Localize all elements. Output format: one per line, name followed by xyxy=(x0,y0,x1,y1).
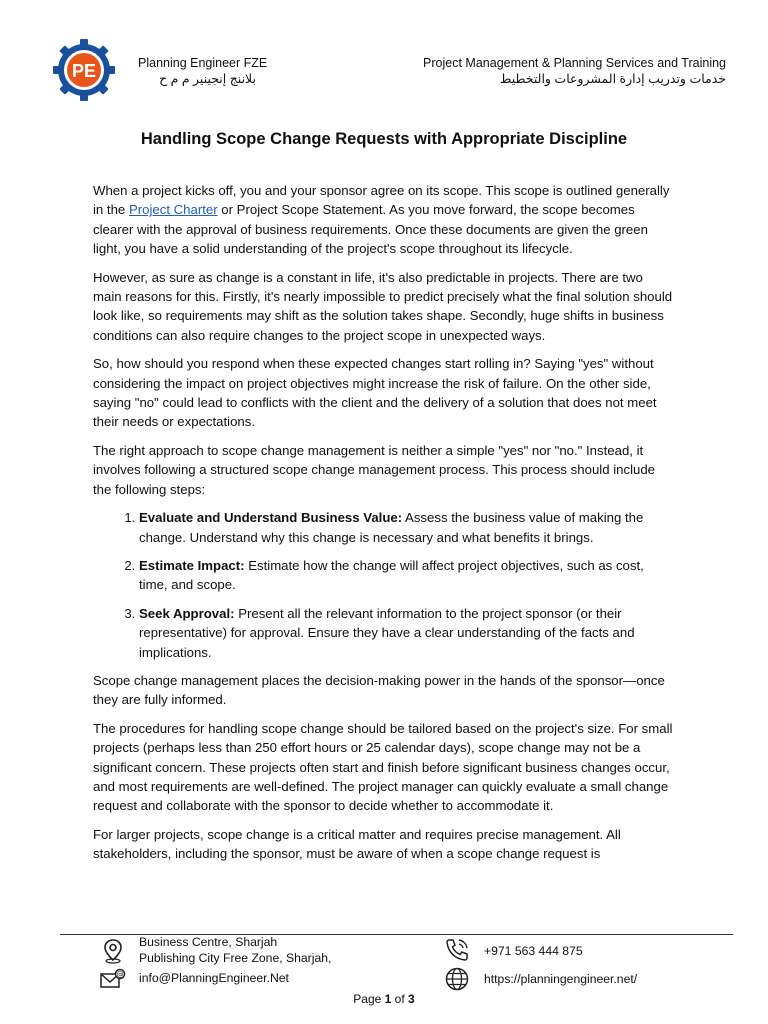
services-ar: خدمات وتدريب إدارة المشروعات والتخطيط xyxy=(499,72,726,86)
company-name-ar: بلاننج إنجينير م م ح xyxy=(159,72,256,86)
page-number: Page 1 of 3 xyxy=(353,992,415,1006)
footer-address-2: Publishing City Free Zone, Sharjah, xyxy=(139,951,332,965)
list-item: 1. Evaluate and Understand Business Value: Assess the business value of making the change. Understand why this change is necessary and what benefits it brings. xyxy=(139,508,673,547)
list-item: 2. Estimate Impact: Estimate how the change will affect project objectives, such as cost, time, and scope. xyxy=(139,556,673,595)
company-logo-icon xyxy=(52,38,116,102)
step-label: Seek Approval: xyxy=(139,605,235,621)
company-name-en: Planning Engineer FZE xyxy=(138,56,268,70)
paragraph: So, how should you respond when these expected changes start rolling in? Saying "yes" without considering the impact on project objectives might increase the risk of failure. On the other side, saying "no" could lead to conflicts with the client and the delivery of a solution that does not meet their needs or expectations. xyxy=(93,356,657,430)
paragraph: When a project kicks off, you and your sponsor agree on its scope. This scope is outlined generally in the Project Charter or Project Scope Statement. As you move forward, the scope becomes clearer with the approval of business requirements. Once these documents are given the green light, you have a solid understanding of the project's scope throughout its lifecycle. xyxy=(93,183,670,257)
company-name-block xyxy=(138,55,267,87)
services-en: Project Management & Planning Services and Training xyxy=(423,56,726,70)
email-icon xyxy=(99,968,127,990)
document-body xyxy=(93,181,673,921)
footer-phone[interactable]: +971 563 444 875 xyxy=(484,944,583,958)
footer-website[interactable]: https://planningengineer.net/ xyxy=(484,972,638,986)
paragraph: The procedures for handling scope change should be tailored based on the project's size. For small projects (perhaps less than 250 effort hours or 25 calendar days), scope change may not be a significant concern. These projects often start and finish before significant business changes occur, and most requirements are well-defined. The project manager can quickly evaluate a small change request and collaborate with the sponsor to decide whether to accommodate it. xyxy=(93,720,673,814)
footer-email[interactable]: info@PlanningEngineer.Net xyxy=(139,971,289,985)
page-header xyxy=(0,0,768,110)
globe-icon xyxy=(444,966,470,992)
location-pin-icon xyxy=(101,938,125,964)
document-title: Handling Scope Change Requests with Appropriate Discipline xyxy=(140,130,628,148)
svg-text:@: @ xyxy=(116,970,124,979)
step-label: Evaluate and Understand Business Value: xyxy=(139,510,403,526)
paragraph: However, as sure as change is a constant in life, it's also predictable in projects. There are two main reasons for this. Firstly, it's nearly impossible to predict precisely what the final solution should look like, so requirements may shift as the solution takes shape. Secondly, huge shifts in business conditions can also require changes to the project scope in unexpected ways. xyxy=(93,269,673,343)
services-block xyxy=(423,55,726,87)
step-label: Estimate Impact: xyxy=(139,557,245,573)
footer-address-1: Business Centre, Sharjah xyxy=(139,935,278,949)
project-charter-link[interactable]: Project Charter xyxy=(128,202,218,218)
paragraph: The right approach to scope change management is neither a simple "yes" nor "no." Instead, it involves following a structured scope change management process. This process should include the following steps: xyxy=(93,442,656,497)
list-item: 3. Seek Approval: Present all the relevant information to the project sponsor (or their representative) for approval. Ensure they have a clear understanding of the facts and implications. xyxy=(139,604,673,662)
paragraph: Scope change management places the decision-making power in the hands of the sponsor—once they are fully informed. xyxy=(93,672,665,708)
phone-icon xyxy=(444,937,470,963)
paragraph: For larger projects, scope change is a critical matter and requires precise management. All stakeholders, including the sponsor, must be aware of when a scope change request is xyxy=(93,826,621,862)
svg-text:PE: PE xyxy=(71,61,97,81)
steps-list xyxy=(93,508,673,662)
